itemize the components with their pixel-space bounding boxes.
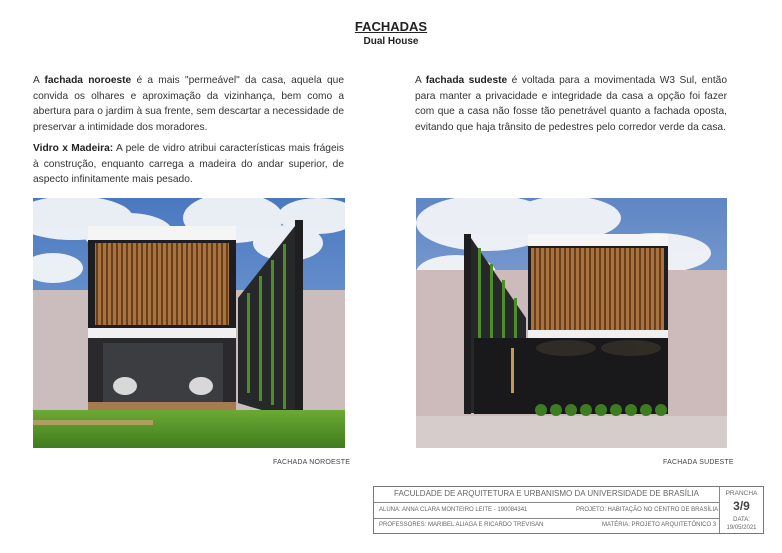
- page-title: FACHADAS: [354, 19, 428, 34]
- text-prefix: A: [33, 75, 45, 86]
- northwest-facade-caption: FACHADA NOROESTE: [273, 459, 351, 466]
- bold-term-noroeste: fachada noroeste: [44, 75, 132, 86]
- bold-term-vidro-madeira: Vidro x Madeira:: [33, 143, 114, 154]
- sheet-label: PRANCHA: [725, 490, 758, 497]
- sheet-number: 3/9: [733, 499, 750, 513]
- professors: PROFESSORES: MARIBEL ALIAGA E RICARDO TREVISAN: [379, 522, 544, 528]
- subject: MATÉRIA: PROJETO ARQUITETÔNICO 3: [602, 522, 717, 528]
- institution-name: FACULDADE DE ARQUITETURA E URBANISMO DA UNIVERSIDADE DE BRASÍLIA: [394, 489, 699, 498]
- project-name: PROJETO: HABITAÇÃO NO CENTRO DE BRASÍLIA: [576, 507, 719, 513]
- paragraph-body: é voltada para a movimentada W3 Sul, então para manter a privacidade e integridade da casa a opção foi fazer com que a casa não fosse tão penetrável quanto a fachada oposta, evitando que haja trânsito de pedestres pelo corredor verde da casa.: [415, 75, 727, 133]
- title-block: [373, 486, 764, 534]
- date-label: DATA:: [733, 517, 750, 523]
- date-value: 19/05/2021: [726, 525, 757, 531]
- glass-vs-wood-text: [33, 141, 344, 188]
- student-name: ALUNA: ANNA CLARA MONTEIRO LEITE - 190084341: [379, 507, 528, 513]
- southeast-facade-text: [415, 73, 727, 135]
- page-subtitle: Dual House: [363, 36, 419, 47]
- southeast-facade-caption: FACHADA SUDESTE: [663, 459, 734, 466]
- southeast-facade-render: [416, 198, 727, 448]
- title-block-divider: [374, 518, 719, 519]
- northwest-facade-text: [33, 73, 344, 135]
- paragraph-body: A pele de vidro atribui características mais frágeis à construção, enquanto carrega a madeira do andar superior, de aspecto infinitamente mais pesado.: [33, 143, 345, 185]
- bold-term-sudeste: fachada sudeste: [425, 75, 508, 86]
- paragraph-body: é a mais "permeável" da casa, aquela que convida os olhares e aproximação da vizinhança, bem como a abertura para o jardim à sua frente, sem descartar a necessidade de preservar a intimidade dos moradores.: [33, 75, 344, 133]
- northwest-facade-render: [33, 198, 345, 448]
- text-prefix: A: [415, 75, 426, 86]
- title-block-divider: [374, 502, 719, 503]
